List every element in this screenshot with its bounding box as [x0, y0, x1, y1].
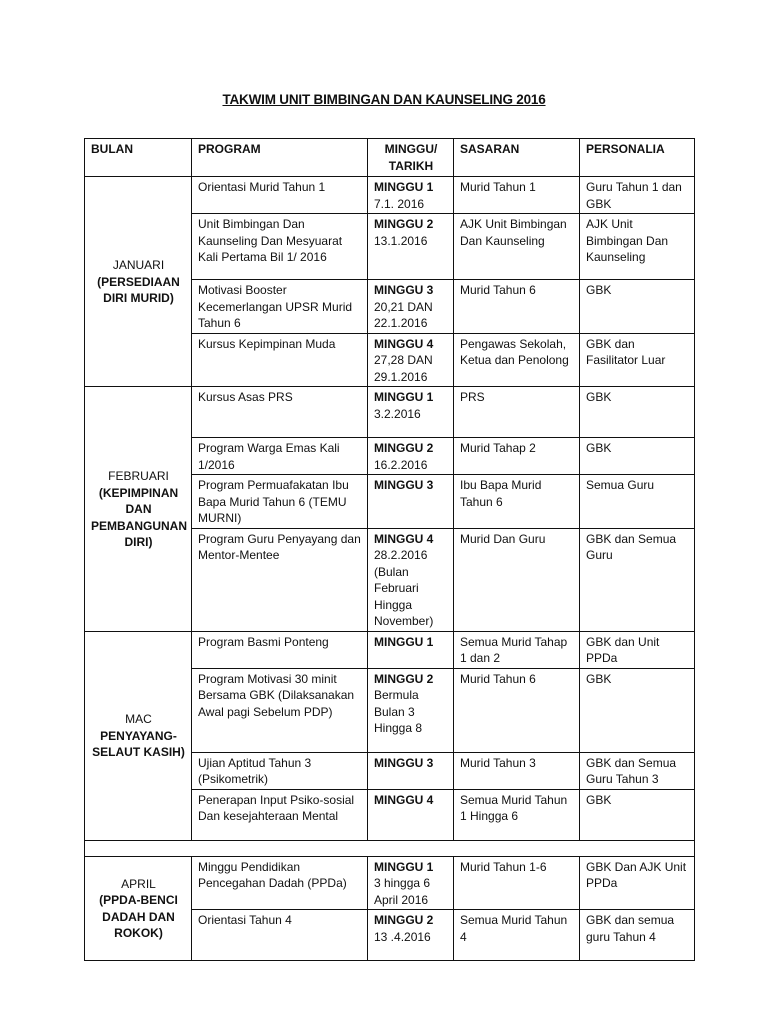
week-date: 20,21 DAN 22.1.2016 [374, 299, 433, 330]
week-cell [368, 214, 454, 280]
month-cell [85, 177, 192, 387]
week-date: 3.2.2016 [374, 406, 421, 421]
week-label: MINGGU 2 [374, 441, 434, 455]
target-cell: Murid Tahun 3 [454, 752, 580, 789]
week-cell [368, 177, 454, 214]
program-cell: Program Permuafakatan Ibu Bapa Murid Tahun 6 (TEMU MURNI) [192, 475, 368, 529]
personnel-cell: GBK dan Semua Guru Tahun 3 [580, 752, 695, 789]
personnel-cell: GBK dan Semua Guru [580, 528, 695, 631]
program-cell: Minggu Pendidikan Pencegahan Dadah (PPDa) [192, 856, 368, 910]
week-cell [368, 387, 454, 438]
program-cell: Program Warga Emas Kali 1/2016 [192, 438, 368, 475]
program-cell: Program Basmi Ponteng [192, 631, 368, 668]
week-label: MINGGU 1 [374, 180, 434, 194]
week-cell [368, 438, 454, 475]
week-date: 7.1. 2016 [374, 196, 425, 211]
header-program: PROGRAM [192, 139, 368, 177]
month-name: MAC [125, 712, 152, 727]
target-cell: PRS [454, 387, 580, 438]
week-date: 13 .4.2016 [374, 929, 431, 944]
week-label: MINGGU 3 [374, 755, 434, 770]
personnel-cell: Guru Tahun 1 dan GBK [580, 177, 695, 214]
personnel-cell: GBK Dan AJK Unit PPDa [580, 856, 695, 910]
target-cell: Murid Tahap 2 [454, 438, 580, 475]
month-cell [85, 856, 192, 961]
week-label: MINGGU 1 [374, 390, 434, 404]
header-minggu: MINGGU/ TARIKH [368, 139, 454, 177]
target-cell: Semua Murid Tahap 1 dan 2 [454, 631, 580, 668]
personnel-cell: Semua Guru [580, 475, 695, 529]
program-cell: Orientasi Tahun 4 [192, 910, 368, 961]
target-cell: Semua Murid Tahun 4 [454, 910, 580, 961]
month-name: FEBRUARI [108, 469, 169, 483]
target-cell: Murid Tahun 1 [454, 177, 580, 214]
week-label: MINGGU 2 [374, 913, 434, 927]
target-cell: Murid Dan Guru [454, 528, 580, 631]
week-cell [368, 856, 454, 910]
month-theme: PENYAYANG-SELAUT KASIH) [92, 728, 185, 760]
table-row [85, 631, 695, 668]
target-cell: Ibu Bapa Murid Tahun 6 [454, 475, 580, 529]
table-gap [85, 840, 695, 856]
program-cell: Kursus Asas PRS [192, 387, 368, 438]
header-sasaran: SASARAN [454, 139, 580, 177]
week-label: MINGGU 4 [374, 531, 434, 546]
table-row [85, 177, 695, 214]
week-label: MINGGU 3 [374, 283, 434, 297]
program-cell: Unit Bimbingan Dan Kaunseling Dan Mesyuarat Kali Pertama Bil 1/ 2016 [192, 214, 368, 280]
month-name: JANUARI [112, 258, 165, 273]
week-cell [368, 668, 454, 752]
target-cell: Pengawas Sekolah, Ketua dan Penolong [454, 333, 580, 387]
week-label: MINGGU 4 [374, 336, 434, 351]
program-cell: Kursus Kepimpinan Muda [192, 333, 368, 387]
week-cell [368, 280, 454, 334]
personnel-cell: AJK Unit Bimbingan Dan Kaunseling [580, 214, 695, 280]
header-row [85, 139, 695, 177]
personnel-cell: GBK dan Fasilitator Luar [580, 333, 695, 387]
week-cell [368, 910, 454, 961]
program-cell: Orientasi Murid Tahun 1 [192, 177, 368, 214]
week-cell [368, 752, 454, 789]
program-cell: Motivasi Booster Kecemerlangan UPSR Murid Tahun 6 [192, 280, 368, 334]
target-cell: Murid Tahun 6 [454, 280, 580, 334]
program-cell: Program Motivasi 30 minit Bersama GBK (Dilaksanakan Awal pagi Sebelum PDP) [192, 668, 368, 752]
table-row [85, 856, 695, 910]
week-date: 28.2.2016 (Bulan Februari Hingga November) [374, 548, 434, 628]
personnel-cell: GBK [580, 438, 695, 475]
month-cell [85, 631, 192, 840]
week-date: Bermula Bulan 3 Hingga 8 [374, 688, 423, 735]
gap-cell [85, 840, 695, 856]
personnel-cell: GBK [580, 280, 695, 334]
calendar-table [84, 138, 695, 961]
table-row [85, 387, 695, 438]
week-label: MINGGU 2 [374, 671, 434, 686]
target-cell: Semua Murid Tahun 1 Hingga 6 [454, 789, 580, 840]
week-cell [368, 333, 454, 387]
header-bulan: BULAN [85, 139, 192, 177]
personnel-cell: GBK dan Unit PPDa [580, 631, 695, 668]
personnel-cell: GBK dan semua guru Tahun 4 [580, 910, 695, 961]
program-cell: Penerapan Input Psiko-sosial Dan kesejahteraan Mental [192, 789, 368, 840]
personnel-cell: GBK [580, 789, 695, 840]
week-date: 13.1.2016 [374, 233, 428, 248]
target-cell: Murid Tahun 1-6 [454, 856, 580, 910]
header-personalia: PERSONALIA [580, 139, 695, 177]
program-cell: Ujian Aptitud Tahun 3 (Psikometrik) [192, 752, 368, 789]
month-name: APRIL [121, 876, 156, 891]
week-cell [368, 631, 454, 668]
week-date: 3 hingga 6 April 2016 [374, 876, 431, 907]
week-date: 16.2.2016 [374, 457, 428, 472]
program-cell: Program Guru Penyayang dan Mentor-Mentee [192, 528, 368, 631]
month-theme: (PPDA-BENCI DADAH DAN ROKOK) [99, 893, 178, 941]
month-theme: (KEPIMPINAN DAN PEMBANGUNAN DIRI) [91, 485, 187, 549]
document-title: TAKWIM UNIT BIMBINGAN DAN KAUNSELING 2016 [222, 92, 546, 107]
week-cell [368, 475, 454, 529]
month-cell [85, 387, 192, 632]
personnel-cell: GBK [580, 387, 695, 438]
week-date: 27,28 DAN 29.1.2016 [374, 353, 433, 384]
week-cell [368, 528, 454, 631]
week-label: MINGGU 3 [374, 478, 434, 492]
month-theme: (PERSEDIAAN DIRI MURID) [97, 274, 180, 306]
week-label: MINGGU 2 [374, 217, 434, 231]
target-cell: Murid Tahun 6 [454, 668, 580, 752]
week-label: MINGGU 4 [374, 792, 434, 807]
week-cell [368, 789, 454, 840]
target-cell: AJK Unit Bimbingan Dan Kaunseling [454, 214, 580, 280]
week-label: MINGGU 1 [374, 859, 434, 874]
personnel-cell: GBK [580, 668, 695, 752]
week-label: MINGGU 1 [374, 634, 434, 649]
